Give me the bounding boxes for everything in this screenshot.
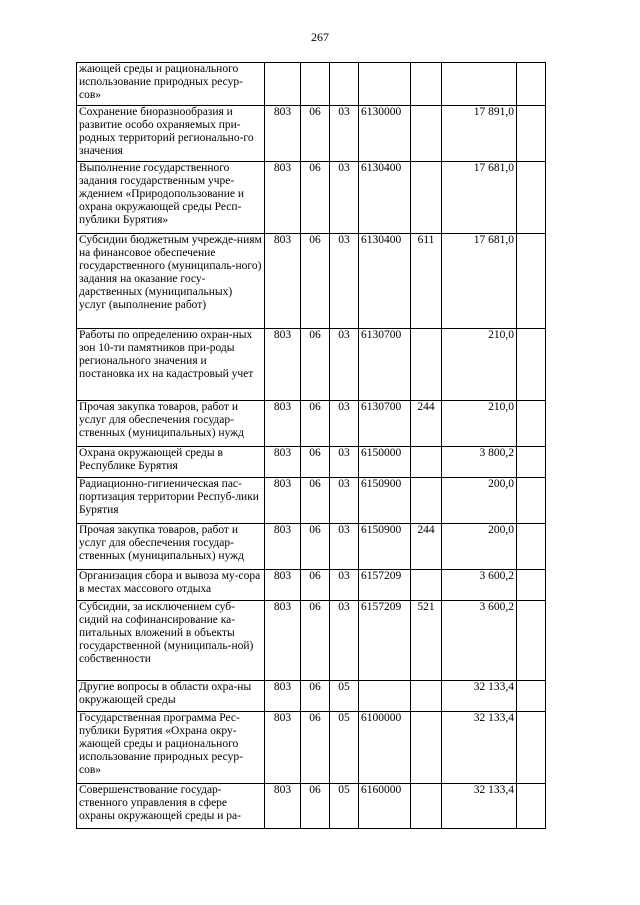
row-subsection-cell: 03 [330, 478, 359, 524]
row-name-cell: Прочая закупка товаров, работ и услуг для обеспечения государ-ственных (муниципальных) нужд [77, 524, 265, 570]
row-section-cell: 06 [301, 601, 330, 681]
row-subsection-cell [330, 63, 359, 106]
row-target-article-cell: 6157209 [359, 601, 411, 681]
row-target-article-cell: 6100000 [359, 712, 411, 784]
row-sum-cell: 200,0 [442, 524, 517, 570]
table-row [77, 570, 546, 601]
row-extra-cell [517, 106, 546, 162]
row-target-article-cell: 6130000 [359, 106, 411, 162]
row-expense-type-cell: 244 [411, 524, 442, 570]
row-sum-cell: 210,0 [442, 329, 517, 401]
row-extra-cell [517, 478, 546, 524]
row-subsection-cell: 05 [330, 681, 359, 712]
row-admin-code-cell: 803 [265, 106, 301, 162]
row-sum-cell: 17 681,0 [442, 234, 517, 329]
row-section-cell: 06 [301, 524, 330, 570]
row-section-cell: 06 [301, 162, 330, 234]
row-admin-code-cell: 803 [265, 329, 301, 401]
row-sum-cell: 210,0 [442, 401, 517, 447]
row-admin-code-cell: 803 [265, 447, 301, 478]
table-row [77, 524, 546, 570]
row-section-cell: 06 [301, 712, 330, 784]
row-name-cell: Другие вопросы в области охра-ны окружающей среды [77, 681, 265, 712]
row-extra-cell [517, 401, 546, 447]
row-name-cell: Субсидии, за исключением суб-сидий на софинансирование ка-питальных вложений в объекты государственной (муниципаль-ной) собственности [77, 601, 265, 681]
row-extra-cell [517, 234, 546, 329]
row-name-cell: Государственная программа Рес-публики Бурятия «Охрана окру-жающей среды и рационального использование природных ресур-сов» [77, 712, 265, 784]
row-subsection-cell: 03 [330, 524, 359, 570]
row-target-article-cell: 6150900 [359, 478, 411, 524]
row-target-article-cell [359, 681, 411, 712]
row-name-cell: Радиационно-гигиеническая пас-портизация территории Респуб-лики Бурятия [77, 478, 265, 524]
row-sum-cell: 17 891,0 [442, 106, 517, 162]
row-admin-code-cell: 803 [265, 712, 301, 784]
row-extra-cell [517, 524, 546, 570]
row-expense-type-cell: 244 [411, 401, 442, 447]
row-expense-type-cell [411, 478, 442, 524]
budget-table-body [77, 63, 546, 829]
row-subsection-cell: 03 [330, 106, 359, 162]
table-row [77, 681, 546, 712]
row-name-cell: Сохранение биоразнообразия и развитие особо охраняемых при-родных территорий регионально-го значения [77, 106, 265, 162]
row-expense-type-cell [411, 106, 442, 162]
row-section-cell: 06 [301, 784, 330, 829]
row-section-cell: 06 [301, 478, 330, 524]
row-expense-type-cell [411, 329, 442, 401]
row-target-article-cell: 6157209 [359, 570, 411, 601]
table-row [77, 784, 546, 829]
row-admin-code-cell: 803 [265, 601, 301, 681]
row-sum-cell: 32 133,4 [442, 784, 517, 829]
row-subsection-cell: 03 [330, 570, 359, 601]
table-row [77, 329, 546, 401]
row-extra-cell [517, 447, 546, 478]
row-name-cell: Субсидии бюджетным учрежде-ниям на финансовое обеспечение государственного (муниципаль-ного) задания на оказание госу-дарственных (муниципальных) услуг (выполнение работ) [77, 234, 265, 329]
row-sum-cell: 3 800,2 [442, 447, 517, 478]
row-subsection-cell: 03 [330, 401, 359, 447]
row-name-cell: жающей среды и рационального использование природных ресур-сов» [77, 63, 265, 106]
row-subsection-cell: 03 [330, 329, 359, 401]
row-expense-type-cell [411, 681, 442, 712]
row-section-cell: 06 [301, 681, 330, 712]
row-extra-cell [517, 329, 546, 401]
row-target-article-cell: 6150000 [359, 447, 411, 478]
row-sum-cell: 32 133,4 [442, 712, 517, 784]
row-subsection-cell: 03 [330, 234, 359, 329]
row-target-article-cell: 6130700 [359, 401, 411, 447]
row-expense-type-cell [411, 712, 442, 784]
row-target-article-cell: 6160000 [359, 784, 411, 829]
row-expense-type-cell [411, 162, 442, 234]
row-subsection-cell: 03 [330, 601, 359, 681]
table-row [77, 162, 546, 234]
row-extra-cell [517, 601, 546, 681]
row-section-cell [301, 63, 330, 106]
row-extra-cell [517, 162, 546, 234]
row-name-cell: Прочая закупка товаров, работ и услуг для обеспечения государ-ственных (муниципальных) нужд [77, 401, 265, 447]
row-expense-type-cell: 521 [411, 601, 442, 681]
row-name-cell: Охрана окружающей среды в Республике Бурятия [77, 447, 265, 478]
table-row [77, 401, 546, 447]
budget-table [76, 62, 546, 829]
row-admin-code-cell: 803 [265, 234, 301, 329]
row-section-cell: 06 [301, 401, 330, 447]
table-row [77, 601, 546, 681]
row-admin-code-cell: 803 [265, 478, 301, 524]
row-expense-type-cell [411, 784, 442, 829]
row-extra-cell [517, 63, 546, 106]
row-section-cell: 06 [301, 234, 330, 329]
row-admin-code-cell: 803 [265, 401, 301, 447]
row-expense-type-cell [411, 63, 442, 106]
row-target-article-cell: 6130400 [359, 162, 411, 234]
row-extra-cell [517, 712, 546, 784]
table-row [77, 63, 546, 106]
table-row [77, 478, 546, 524]
row-sum-cell: 3 600,2 [442, 570, 517, 601]
row-section-cell: 06 [301, 570, 330, 601]
page-number: 267 [311, 30, 329, 44]
row-section-cell: 06 [301, 106, 330, 162]
row-extra-cell [517, 570, 546, 601]
row-name-cell: Совершенствование государ-ственного управления в сфере охраны окружающей среды и ра- [77, 784, 265, 829]
row-sum-cell: 3 600,2 [442, 601, 517, 681]
row-subsection-cell: 03 [330, 162, 359, 234]
row-sum-cell: 17 681,0 [442, 162, 517, 234]
row-admin-code-cell: 803 [265, 681, 301, 712]
row-section-cell: 06 [301, 329, 330, 401]
row-admin-code-cell: 803 [265, 570, 301, 601]
row-expense-type-cell [411, 447, 442, 478]
row-expense-type-cell [411, 570, 442, 601]
row-admin-code-cell: 803 [265, 524, 301, 570]
row-admin-code-cell: 803 [265, 784, 301, 829]
row-admin-code-cell [265, 63, 301, 106]
row-sum-cell: 200,0 [442, 478, 517, 524]
row-name-cell: Выполнение государственного задания государственным учре-ждением «Природопользование и охрана окружающей среды Респ-публики Бурятия» [77, 162, 265, 234]
row-target-article-cell [359, 63, 411, 106]
row-admin-code-cell: 803 [265, 162, 301, 234]
table-row [77, 106, 546, 162]
row-subsection-cell: 05 [330, 784, 359, 829]
table-row [77, 447, 546, 478]
row-name-cell: Работы по определению охран-ных зон 10-ти памятников при-роды регионального значения и постановка их на кадастровый учет [77, 329, 265, 401]
row-target-article-cell: 6130400 [359, 234, 411, 329]
row-sum-cell: 32 133,4 [442, 681, 517, 712]
row-section-cell: 06 [301, 447, 330, 478]
row-subsection-cell: 03 [330, 447, 359, 478]
row-extra-cell [517, 681, 546, 712]
row-target-article-cell: 6130700 [359, 329, 411, 401]
row-name-cell: Организация сбора и вывоза му-сора в местах массового отдыха [77, 570, 265, 601]
table-row [77, 712, 546, 784]
row-sum-cell [442, 63, 517, 106]
row-extra-cell [517, 784, 546, 829]
row-expense-type-cell: 611 [411, 234, 442, 329]
table-row [77, 234, 546, 329]
row-target-article-cell: 6150900 [359, 524, 411, 570]
row-subsection-cell: 05 [330, 712, 359, 784]
